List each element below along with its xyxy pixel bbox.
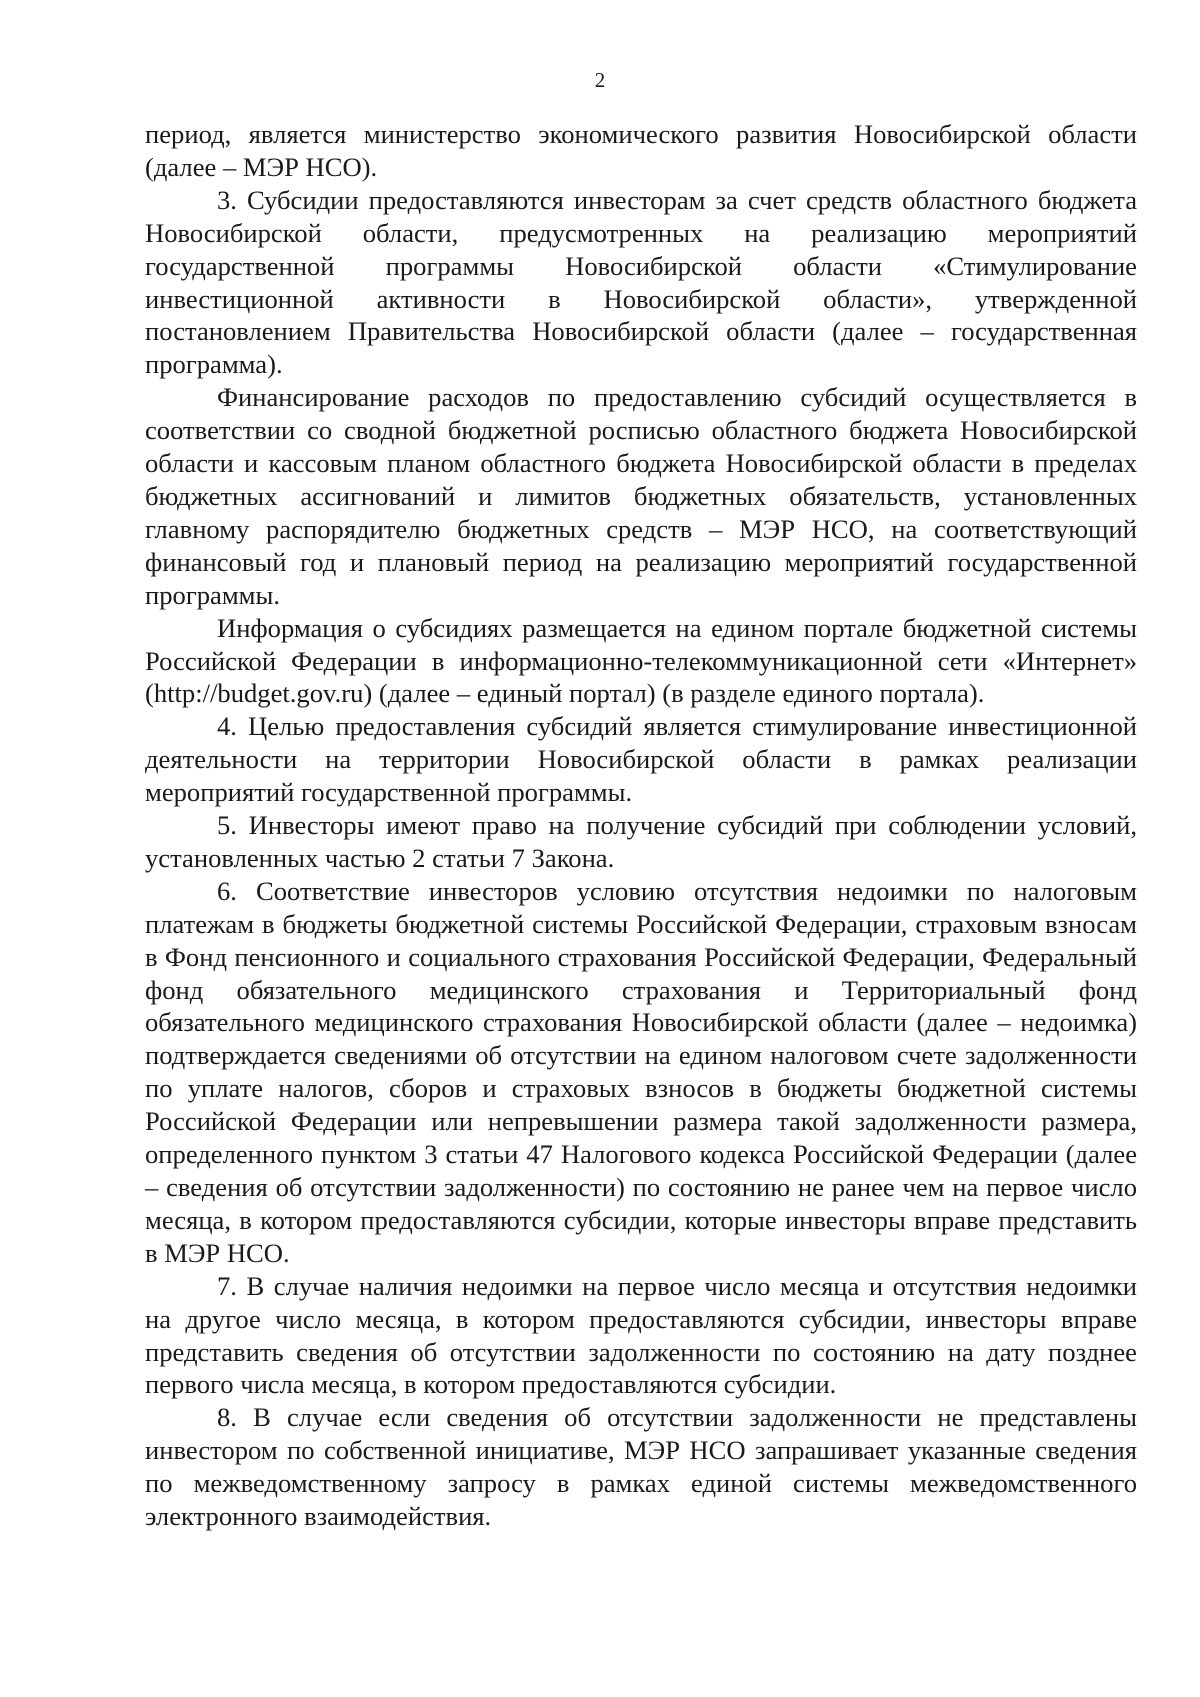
paragraph-item-8: 8. В случае если сведения об отсутствии задолженности не представлены инвестором по собственной инициативе, МЭР НСО запрашивает указанные сведения по межведомственному запросу в рамках единой системы межведомственного электронного взаимодействия. [145, 1402, 1137, 1532]
paragraph-item-4: 4. Целью предоставления субсидий является стимулирование инвестиционной деятельности на территории Новосибирской области в рамках реализации мероприятий государственной программы. [145, 711, 1137, 808]
paragraph-continuation: период, является министерство экономического развития Новосибирской области (далее – МЭР НСО). [145, 119, 1137, 182]
paragraph-item-7: 7. В случае наличия недоимки на первое число месяца и отсутствия недоимки на другое число месяца, в котором предоставляются субсидии, инвесторы вправе представить сведения об отсутствии задолженности по состоянию на дату позднее первого числа месяца, в котором предоставляются субсидии. [145, 1270, 1137, 1400]
paragraph-item-6: 6. Соответствие инвесторов условию отсутствия недоимки по налоговым платежам в бюджеты бюджетной системы Российской Федерации, страховым взносам в Фонд пенсионного и социального страхования Российской Федерации, Федеральный фонд обязательного медицинского страхования и Территориальный фонд обязательного медицинского страхования Новосибирской области (далее – недоимка) подтверждается сведениями об отсутствии на едином налоговом счете задолженности по уплате налогов, сборов и страховых взносов в бюджеты бюджетной системы Российской Федерации или непревышении размера такой задолженности размера, определенного пунктом 3 статьи 47 Налогового кодекса Российской Федерации (далее – сведения об отсутствии задолженности) по состоянию не ранее чем на первое число месяца, в котором предоставляются субсидии, которые инвесторы вправе представить в МЭР НСО. [145, 875, 1137, 1268]
paragraph-item-3: 3. Субсидии предоставляются инвесторам за счет средств областного бюджета Новосибирской области, предусмотренных на реализацию мероприятий государственной программы Новосибирской области «Стимулирование инвестиционной активности в Новосибирской области», утвержденной постановлением Правительства Новосибирской области (далее – государственная программа). [145, 184, 1137, 380]
paragraph-information: Информация о субсидиях размещается на едином портале бюджетной системы Российской Федерации в информационно-телекоммуникационной сети «Интернет» (http://budget.gov.ru) (далее – единый портал) (в разделе единого портала). [145, 612, 1137, 709]
paragraph-financing: Финансирование расходов по предоставлению субсидий осуществляется в соответствии со сводной бюджетной росписью областного бюджета Новосибирской области и кассовым планом областного бюджета Новосибирской области в пределах бюджетных ассигнований и лимитов бюджетных обязательств, установленных главному распорядителю бюджетных средств – МЭР НСО, на соответствующий финансовый год и плановый период на реализацию мероприятий государственной программы. [145, 382, 1137, 610]
document-body [145, 118, 1137, 1533]
page-number: 2 [594, 68, 606, 92]
paragraph-item-5: 5. Инвесторы имеют право на получение субсидий при соблюдении условий, установленных частью 2 статьи 7 Закона. [145, 810, 1137, 873]
